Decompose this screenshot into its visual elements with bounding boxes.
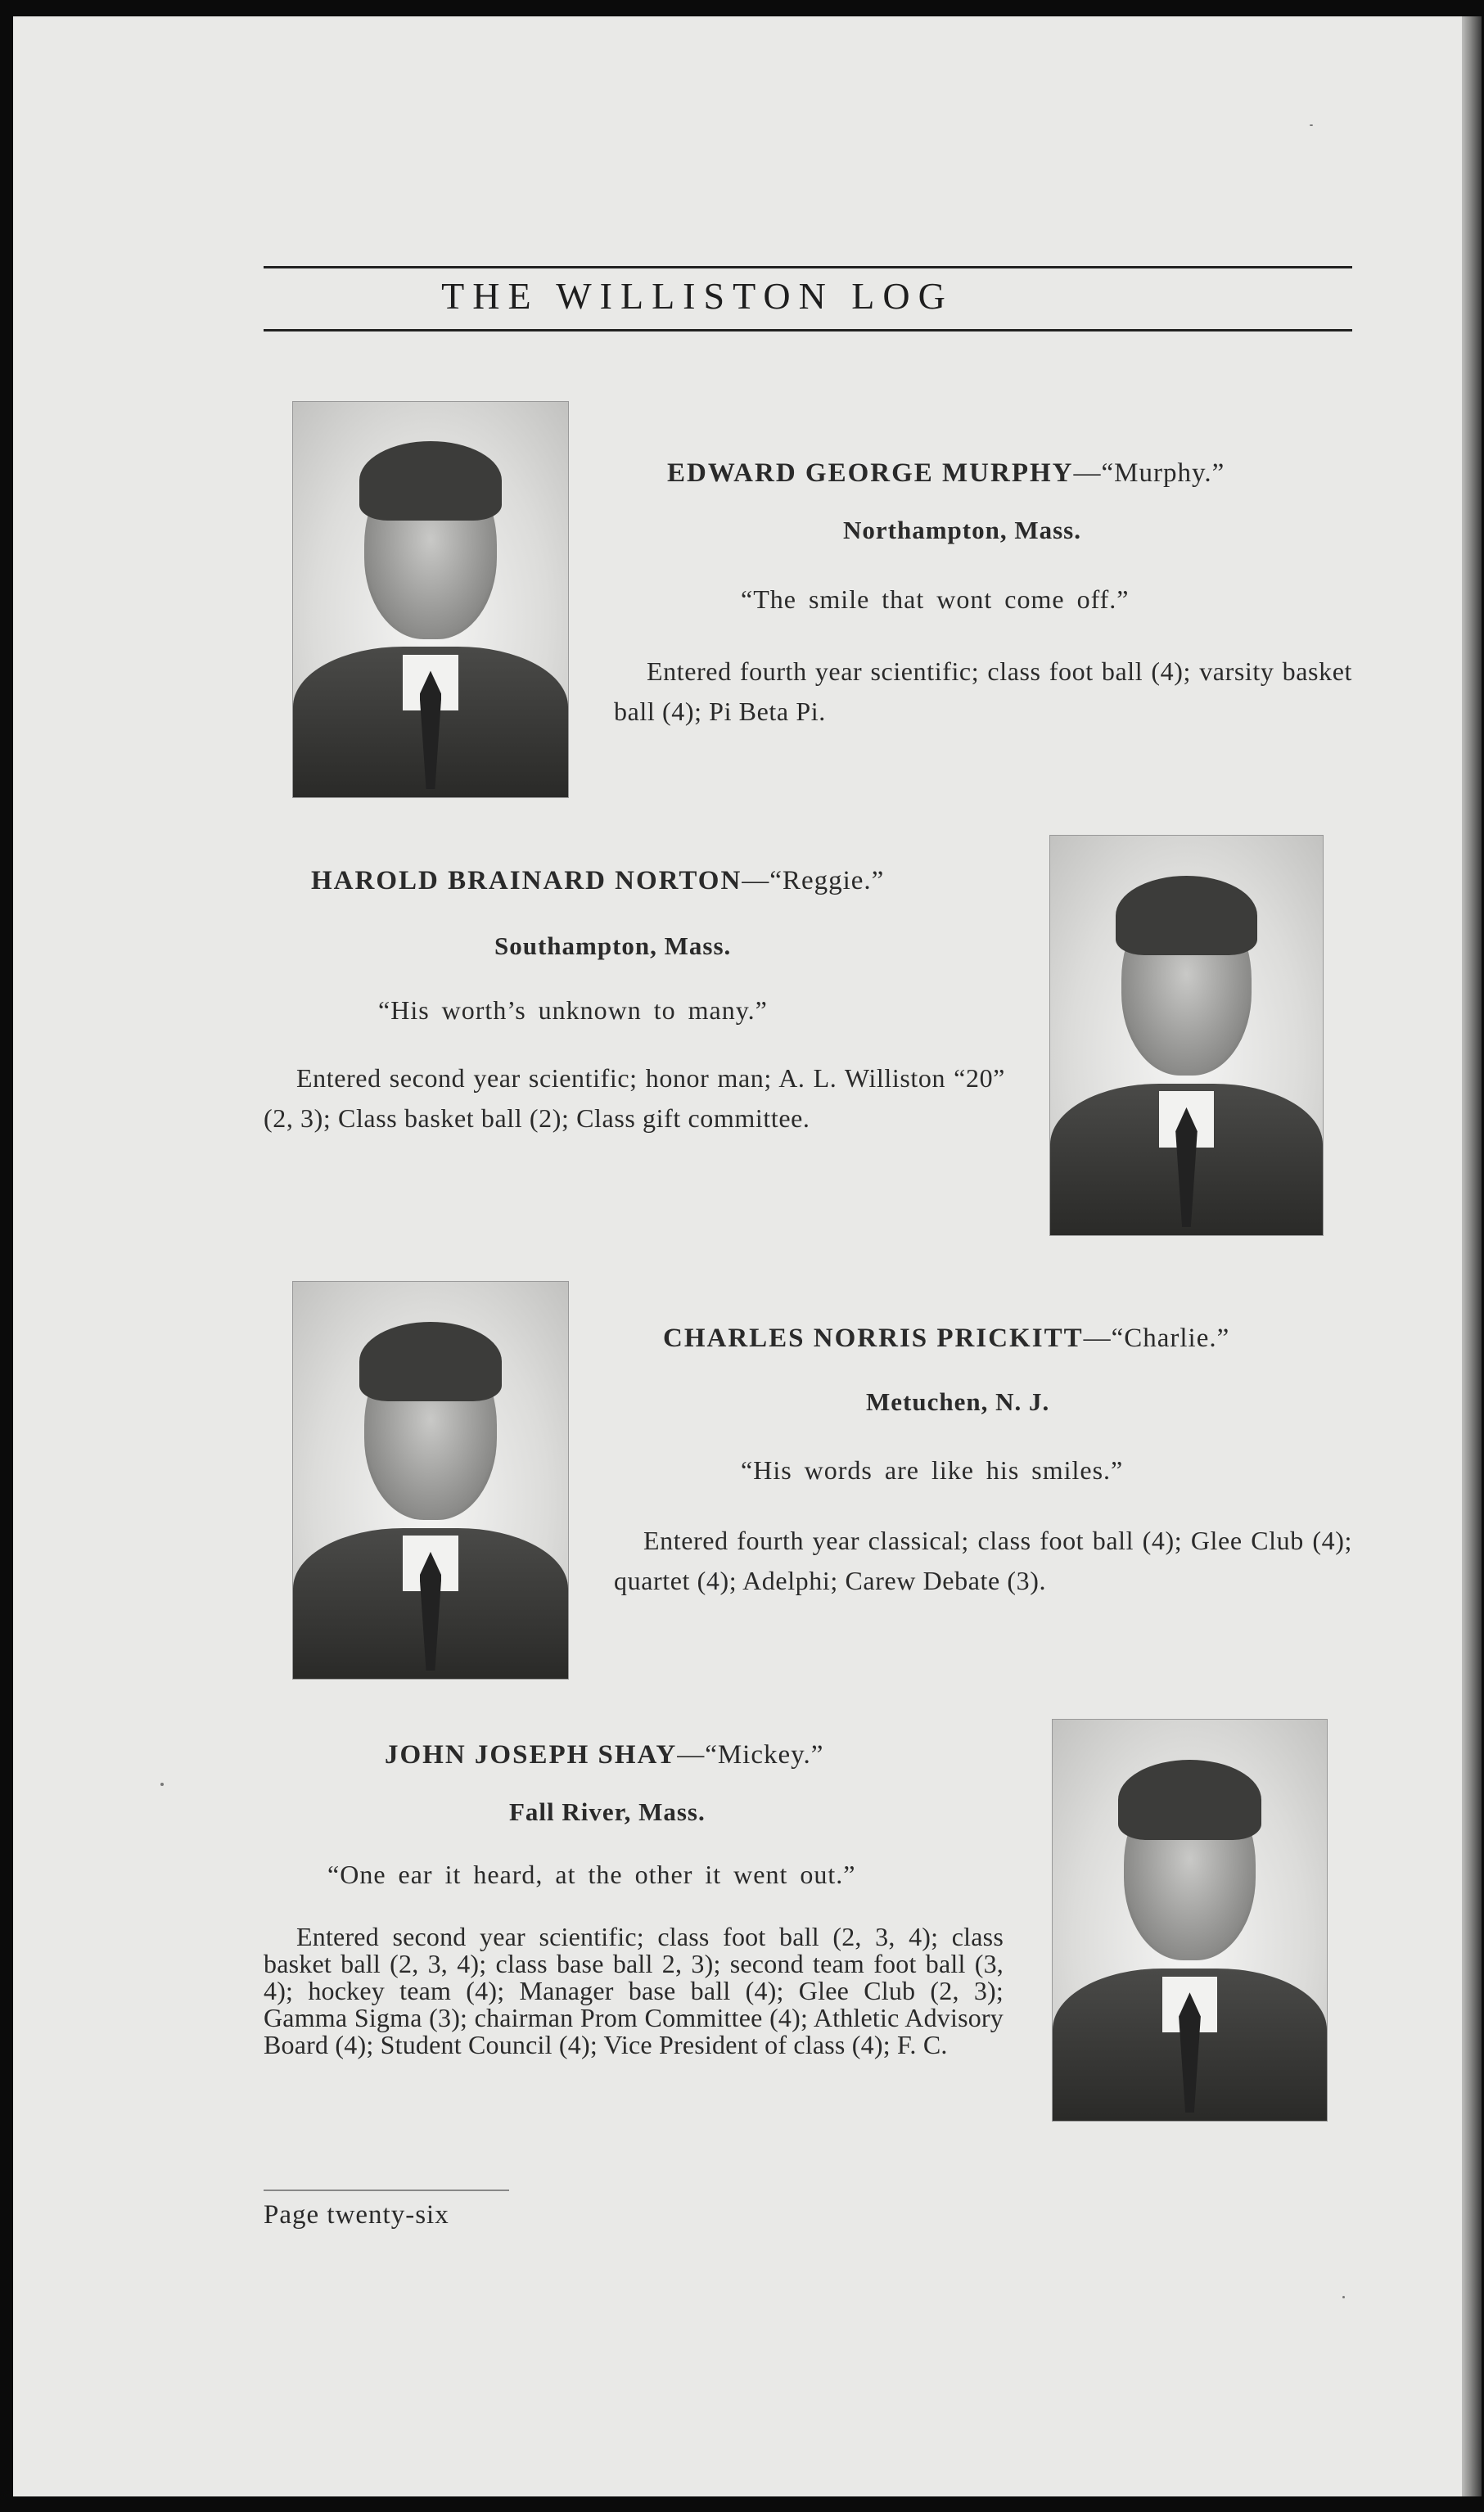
entry-quote: “His words are like his smiles.”	[741, 1455, 1124, 1485]
entry-activities: Entered second year scientific; class foot ball (2, 3, 4); class basket ball (2, 3, 4); class base ball 2, 3); second team foot ball (3, 4); hockey team (4); Manager base ball (4); Glee Club (2, 3); Gamma Sigma (3); chairman Prom Committee (4); Athletic Advisory Board (4); Student Council (4); Vice President of class (4); F. C.	[264, 1922, 1004, 2059]
entry-town: Fall River, Mass.	[509, 1797, 706, 1826]
entry-town: Metuchen, N. J.	[866, 1387, 1050, 1416]
entry-quote: “One ear it heard, at the other it went out.”	[327, 1860, 856, 1889]
page-header-title: THE WILLISTON LOG	[441, 275, 954, 317]
header-rule-bottom	[264, 329, 1352, 331]
entry-activities: Entered fourth year classical; class foot ball (4); Glee Club (4); quartet (4); Adelphi; Carew Debate (3).	[614, 1526, 1352, 1595]
header-rule-top	[264, 266, 1352, 268]
footer-rule	[264, 2190, 509, 2191]
entry-name: JOHN JOSEPH SHAY—“Mickey.”	[385, 1740, 824, 1770]
entry-activities: Entered fourth year scientific; class foot ball (4); varsity basket ball (4); Pi Beta Pi.	[614, 656, 1352, 726]
entry-name: HAROLD BRAINARD NORTON—“Reggie.”	[311, 866, 885, 895]
page	[13, 16, 1462, 2496]
portrait-photo-norton	[1049, 835, 1324, 1236]
book-binding-edge	[1462, 16, 1482, 2496]
portrait-photo-prickitt	[292, 1281, 569, 1680]
paper-speck	[1310, 124, 1313, 126]
entry-activities: Entered second year scientific; honor man; A. L. Williston “20” (2, 3); Class basket ball (2); Class gift committee.	[264, 1063, 1005, 1133]
entry-name: CHARLES NORRIS PRICKITT—“Charlie.”	[663, 1324, 1230, 1353]
paper-speck	[1342, 2296, 1345, 2298]
entry-town: Northampton, Mass.	[843, 516, 1081, 544]
entry-town: Southampton, Mass.	[494, 931, 732, 960]
entry-quote: “The smile that wont come off.”	[741, 584, 1130, 614]
paper-speck	[160, 1783, 164, 1786]
entry-name: EDWARD GEORGE MURPHY—“Murphy.”	[667, 458, 1225, 488]
entry-quote: “His worth’s unknown to many.”	[378, 995, 768, 1025]
portrait-photo-shay	[1052, 1719, 1328, 2122]
portrait-photo-murphy	[292, 401, 569, 798]
page-number: Page twenty-six	[264, 2200, 449, 2230]
